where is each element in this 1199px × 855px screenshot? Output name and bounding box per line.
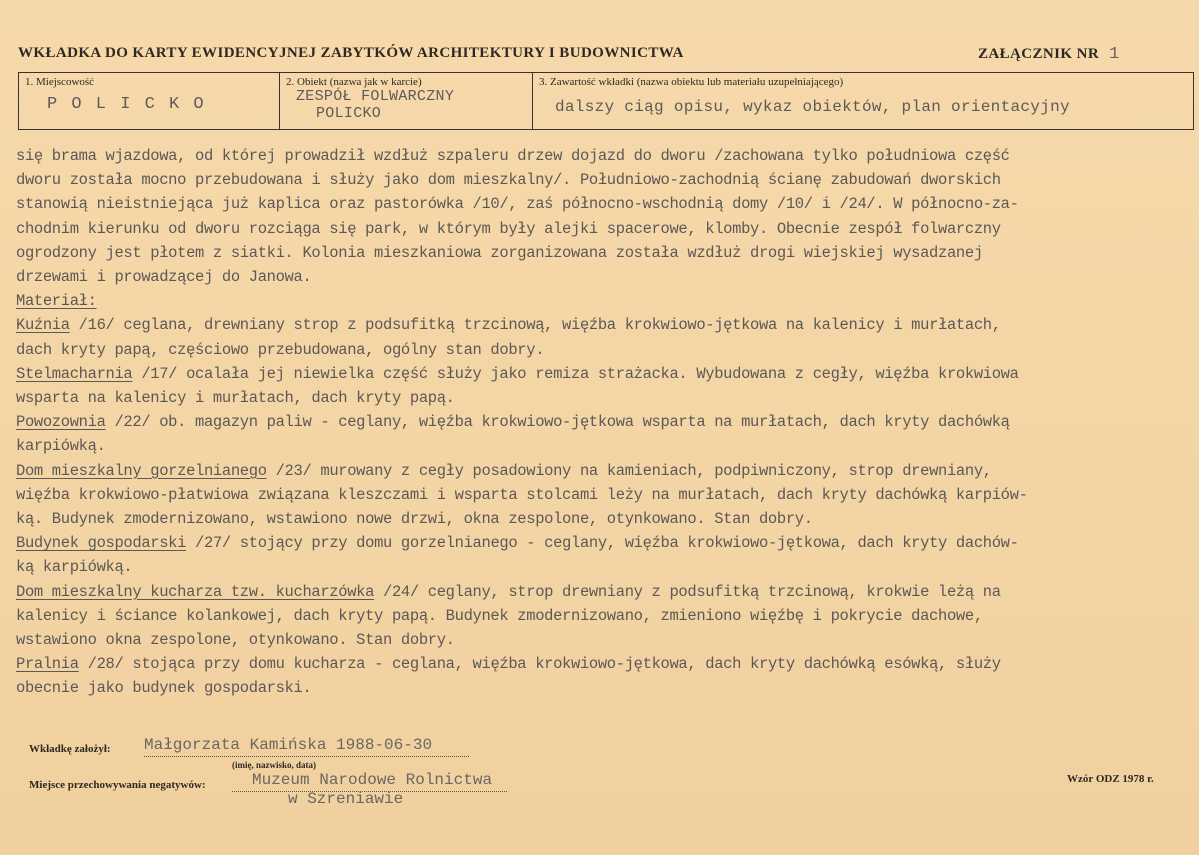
object-value-line1: ZESPÓŁ FOLWARCZNY (296, 88, 455, 105)
intro-line: drzewami i prowadzącej do Janowa. (16, 268, 312, 287)
form-title: WKŁADKA DO KARTY EWIDENCYJNEJ ZABYTKÓW ARCHITEKTURY I BUDOWNICTWA (18, 45, 684, 61)
content-caption: 3. Zawartość wkładki (nazwa obiektu lub materiału uzupełniającego) (539, 76, 844, 88)
table-border-right (1193, 72, 1194, 129)
entry-text: /28/ stojąca przy domu kucharza - ceglana, więźba krokwiowo-jętkowa, dach kryty dachówką esówką, służy (78, 655, 1001, 674)
attachment-number: 1 (1109, 45, 1120, 64)
attachment-number-label (978, 45, 1120, 64)
entry-text: /22/ ob. magazyn paliw - ceglany, więźba krokwiowo-jętkowa wsparta na murłatach, dach kryty dachówką (105, 413, 1010, 432)
entry-text: /24/ ceglany, strop drewniany z podsufitką trzcinową, krokwie leżą na (374, 582, 1001, 601)
entry-text: dach kryty papą, częściowo przebudowana, ogólny stan dobry. (16, 340, 545, 359)
created-by-label: Wkładkę założył: (29, 743, 111, 755)
table-border-left (18, 72, 19, 129)
negatives-location-line2: w Szreniawie (288, 790, 404, 808)
form-template-id: Wzór ODZ 1978 r. (1067, 773, 1154, 785)
entry-name: Dom mieszkalny kucharza tzw. kucharzówka (16, 582, 375, 601)
table-bottom-rule (18, 129, 1194, 130)
created-by-dotline (144, 756, 469, 757)
intro-line: ogrodzony jest płotem z siatki. Kolonia mieszkaniowa zorganizowana została wzdłuż drogi wiejskiej wysadzanej (16, 243, 983, 262)
entry-name: Kuźnia (16, 316, 70, 335)
attachment-label: ZAŁĄCZNIK NR (978, 46, 1100, 62)
entry-text: ką karpiówką. (16, 558, 133, 577)
entry-text: karpiówką. (16, 437, 106, 456)
object-caption: 2. Obiekt (nazwa jak w karcie) (286, 76, 422, 88)
intro-line: stanowią nieistniejąca już kaplica oraz pastorówka /10/, zaś północno-wschodnią domy /10/ i /24/. W północno-za- (16, 195, 1019, 214)
entry-text: /17/ ocalała jej niewielka część służy jako remiza strażacka. Wybudowana z cegły, więźba krokwiowa (132, 364, 1019, 383)
entry-text: więźba krokwiowo-płatwiowa związana kleszczami i wsparta stolcami leży na murłatach, dach kryty dachówką karpiów- (16, 485, 1028, 504)
description-body (16, 144, 1194, 701)
entry-name: Stelmacharnia (16, 364, 133, 383)
entry-text: /23/ murowany z cegły posadowiony na kamieniach, podpiwniczony, strop drewniany, (266, 461, 992, 480)
locality-value: P O L I C K O (47, 95, 206, 114)
entry-name: Powozownia (16, 413, 106, 432)
entry-text: obecnie jako budynek gospodarski. (16, 679, 312, 698)
entry-name: Budynek gospodarski (16, 534, 187, 553)
entry-text: /16/ ceglana, drewniany strop z podsufitką trzcinową, więźba krokwiowo-jętkowa na kalenicy i murłatach, (69, 316, 1001, 335)
intro-line: dworu została mocno przebudowana i służy jako dom mieszkalny/. Południowo-zachodnią ścianę zabudowań dworskich (16, 171, 1001, 190)
entry-name: Pralnia (16, 655, 79, 674)
table-top-rule (18, 72, 1194, 73)
intro-line: chodnim kierunku od dworu rozciąga się park, w którym były alejki spacerowe, klomby. Obecnie zespół folwarczny (16, 219, 1001, 238)
locality-caption: 1. Miejscowość (25, 76, 95, 88)
table-divider-2 (532, 72, 533, 129)
content-value: dalszy ciąg opisu, wykaz obiektów, plan orientacyjny (555, 98, 1070, 116)
object-value-line2: POLICKO (316, 105, 382, 122)
created-by-value: Małgorzata Kamińska 1988-06-30 (144, 736, 433, 754)
entry-text: ką. Budynek zmodernizowano, wstawiono nowe drzwi, okna zespolone, otynkowano. Stan dobry. (16, 510, 813, 529)
entry-text: wsparta na kalenicy i murłatach, dach kryty papą. (16, 389, 455, 408)
entry-text: /27/ stojący przy domu gorzelnianego - ceglany, więźba krokwiowo-jętkowa, dach kryty dachów- (186, 534, 1019, 553)
entry-name: Dom mieszkalny gorzelnianego (16, 461, 267, 480)
material-heading: Materiał: (16, 292, 97, 311)
entry-text: wstawiono okna zespolone, otynkowano. Stan dobry. (16, 631, 455, 650)
entry-text: kalenicy i ściance kolankowej, dach kryty papą. Budynek zmodernizowano, zmieniono więźbę i pokrycie dachowe, (16, 606, 983, 625)
negatives-location-label: Miejsce przechowywania negatywów: (29, 779, 206, 791)
intro-line: się brama wjazdowa, od której prowadził wzdłuż szpaleru drzew dojazd do dworu /zachowana tylko południowa część (16, 147, 1010, 165)
negatives-location-line1: Muzeum Narodowe Rolnictwa (252, 771, 493, 789)
created-by-hint: (imię, nazwisko, data) (232, 760, 316, 770)
table-divider-1 (279, 72, 280, 129)
